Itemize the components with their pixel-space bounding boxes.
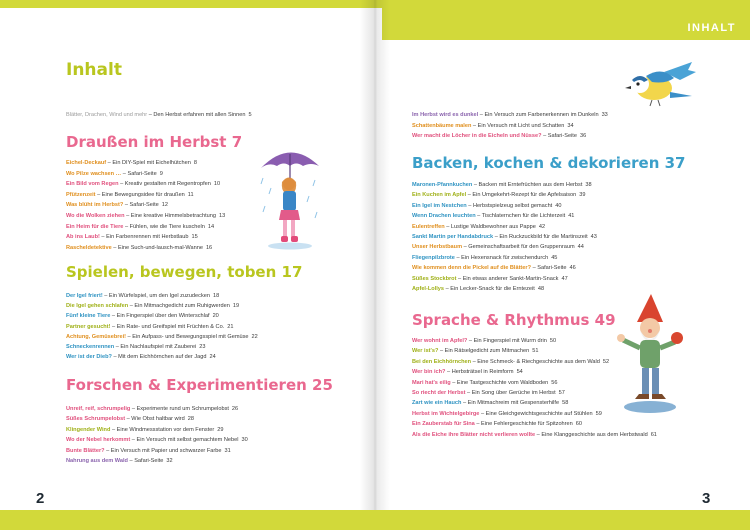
toc-entry-page: 38 [585,182,592,188]
toc-entry[interactable]: Ein Kuchen im Apfel – Ein Umgekehrt-Rezept für die Apfelsaison 39 [412,192,586,199]
toc-entry-page: 45 [551,254,558,261]
toc-entry[interactable]: Maronen-Pfannkuchen – Backen mit Erntefrüchten aus dem Herbst 38 [412,182,592,188]
section-heading-forschen: Forschen & Experimentieren 25 [66,376,333,394]
toc-entry-page: 29 [217,426,224,433]
toc-entry-desc: Ein Ruckzuckbild für die Martinszeit [499,234,588,240]
toc-entry-page: 44 [577,244,584,251]
toc-entry[interactable]: Ein Bild vom Regen – Kreativ gestalten mit Regentropfen 10 [66,181,221,188]
toc-entry-page: 24 [209,354,216,361]
toc-entry-title: Die Igel gehen schlafen [66,303,129,310]
toc-entry-title: Wer macht die Löcher in die Eicheln und Nüsse? [412,133,542,140]
toc-entry-title: Wer bin ich? [412,369,446,376]
toc-entry-page: 61 [650,431,657,438]
toc-entry-title: Im Herbst wird es dunkel [412,112,479,118]
toc-entry[interactable]: Ein Zauberstab für Sina – Eine Fehlergeschichte für Spitzohren 60 [412,421,582,428]
toc-entry-title: Achtung, Gemüsebrei! [66,333,126,340]
toc-entry-title: Zart wie ein Hauch [412,400,462,407]
toc-entry[interactable]: Wer macht die Löcher in die Eicheln und Nüsse? – Safari-Seite 36 [412,133,587,140]
toc-entry[interactable]: Ein Heim für die Tiere – Fühlen, wie die Tiere kuscheln 14 [66,223,215,230]
toc-entry-desc: Mit dem Eichhörnchen auf der Jagd [118,354,207,361]
toc-entry-page: 48 [537,286,545,292]
toc-entry-title: Als die Eiche ihre Blätter nicht verlieren wollte [412,431,536,438]
toc-entry-desc: Eine Schmeck- & Riechgeschichte aus dem Wald [477,358,600,365]
toc-entry-page: 47 [561,275,568,282]
toc-entry-title: Ein Heim für die Tiere [66,223,124,230]
section-heading-draussen: Draußen im Herbst 7 [66,133,243,151]
toc-entry-title: Wo der Nebel herkommt [66,437,131,444]
toc-entry-desc: Eine kreative Himmelsbetrachtung [130,213,216,219]
toc-entry-title: Nahrung aus dem Wald [66,458,128,464]
bottom-accent-bar [0,510,750,530]
toc-entry-title: Klingender Wind [66,426,111,433]
toc-entry-desc: Ein Versuch mit Licht und Schatten [477,122,565,129]
toc-entry-desc: Herbsträtsel in Reimform [451,369,514,376]
toc-entry-desc: Ein etwas anderer Sankt-Martin-Snack [462,275,559,282]
toc-entry-desc: Ein Fingerspiel über den Winterschlaf [116,313,210,320]
toc-entry[interactable]: Unser Herbstbaum – Gemeinschaftsarbeit für den Gruppenraum 44 [412,244,584,251]
toc-entry-desc: Fühlen, wie die Tiere kuscheln [129,223,205,230]
toc-entry-page: 57 [558,390,565,396]
toc-entry-page: 59 [595,410,602,417]
toc-entry-page: 28 [187,416,194,423]
toc-entry-page: 41 [568,213,575,220]
page-title: Inhalt [66,60,122,80]
toc-entry-page: 30 [241,437,248,444]
toc-entry[interactable]: Zart wie ein Hauch – Ein Mitmachreim mit Gespensterhilfe 58 [412,400,569,407]
toc-entry[interactable]: Schneckenrennen – Ein Nachlaufspiel mit Zauberei 23 [66,344,206,350]
toc-entry[interactable]: Wo Pilze wachsen … – Safari-Seite 9 [66,170,163,177]
toc-entry-title: Schneckenrennen [66,344,115,350]
toc-entry-page: 40 [555,202,562,209]
toc-entry-desc: Ein Lecker-Snack für die Erntezeit [450,286,535,292]
toc-entry-title: Unser Herbstbaum [412,244,463,251]
toc-entry-desc: Ein Farbenrennen mit Herbstlaub [106,234,189,241]
toc-entry-desc: Eine Bewegungsidee für draußen [101,191,185,198]
toc-entry-page: 34 [567,122,574,129]
toc-entry[interactable]: Bei den Eichhörnchen – Eine Schmeck- & Riechgeschichte aus dem Wald 52 [412,358,610,365]
toc-entry[interactable]: Pfützenzeit – Eine Bewegungsidee für draußen 11 [66,191,194,198]
toc-entry-page: 14 [207,223,215,230]
toc-entry-desc: Ein DIY-Spiel mit Eichelhütchen [112,160,191,166]
toc-entry-title: Ein Bild vom Regen [66,181,119,188]
toc-entry-title: Fliegenpilzbrote [412,254,455,261]
toc-entry-page: 19 [232,303,240,310]
toc-entry-title: Wer wohnt im Apfel? [412,338,468,344]
toc-entry-title: Ein Igel im Nestchen [412,202,467,209]
toc-entry-desc: Eine Klanggeschichte aus dem Herbstwald [541,431,648,438]
gnome-illustration [615,292,685,417]
toc-entry-desc: Gemeinschaftsarbeit für den Gruppenraum [468,244,575,251]
toc-entry-page: 15 [191,234,198,241]
toc-entry-desc: Eine Tastgeschichte vom Waldboden [456,379,549,386]
toc-entry-desc: Ein Versuch mit Papier und schwarzer Farbe [110,447,222,454]
toc-entry-page: 39 [579,192,586,199]
toc-entry-title: Sankt Martin per Handabdruck [412,234,494,240]
toc-entry-title: So riecht der Herbst [412,390,466,396]
toc-entry-page: 18 [212,293,220,299]
toc-entry-title: Wo die Wolken ziehen [66,213,125,219]
toc-entry[interactable]: Wenn Drachen leuchten – Tischlaternchen für die Lichterzeit 41 [412,213,575,220]
header-tab-bar [382,8,750,40]
toc-entry-title: Partner gesucht! [66,323,111,330]
toc-entry[interactable]: Ein Igel im Nestchen – Herbstspielzeug selbst gemacht 40 [412,202,562,209]
toc-entry-title: Eichel-Deckauf [66,160,107,166]
girl-umbrella-illustration [255,140,325,255]
toc-entry[interactable]: Fünf kleine Tiere – Ein Fingerspiel über den Winterschlaf 20 [66,313,219,320]
toc-entry-page: 54 [516,369,523,376]
toc-entry-title: Wenn Drachen leuchten [412,213,476,220]
toc-entry-desc: Ein Mitmachgedicht zum Ruhigwerden [134,303,230,310]
toc-entry[interactable]: Wie kommen denn die Pickel auf die Blätter? – Safari-Seite 46 [412,265,576,272]
toc-entry-title: Maronen-Pfannkuchen [412,182,473,188]
toc-entry-title: Eulentreffen [412,223,445,230]
toc-entry-desc: Ein Aufpass- und Bewegungsspiel mit Gemüse [132,333,249,340]
toc-entry-desc: Lustige Waldbewohner aus Pappe [450,223,536,230]
toc-entry[interactable]: Mari hat's eilig – Eine Tastgeschichte vom Waldboden 56 [412,379,558,386]
toc-entry-desc: Ein Versuch mit selbst gemachtem Nebel [136,437,239,444]
toc-entry-title: Bunte Blätter? [66,447,105,454]
toc-entry[interactable]: Eichel-Deckauf – Ein DIY-Spiel mit Eichelhütchen 8 [66,160,197,166]
toc-entry[interactable]: Partner gesucht! – Ein Rate- und Greifspiel mit Früchten & Co. 21 [66,323,234,330]
toc-entry-desc: Eine Gleichgewichtsgeschichte auf Stühlen [485,410,593,417]
toc-entry-desc: Eine Such-und-lausch-mal-Wanne [117,244,203,251]
toc-entry-desc: Ein Würfelspiel, um den Igel zuzudecken [108,293,210,299]
toc-entry-title: Wo Pilze wachsen … [66,170,122,177]
toc-entry-page: 22 [251,333,258,340]
toc-entry-page: 11 [187,191,194,198]
toc-entry-title: Süßes Stockbrot [412,275,457,282]
toc-entry[interactable]: Der Igel friert! – Ein Würfelspiel, um den Igel zuzudecken 18 [66,293,220,299]
toc-entry-page: 13 [218,213,226,219]
toc-entry-title: Der Igel friert! [66,293,103,299]
bird-illustration [622,58,698,108]
toc-entry-title: Herbst im Wichtelgebirge [412,410,480,417]
toc-entry-title: Rascheldetektive [66,244,112,251]
toc-entry-page: 56 [551,379,558,386]
toc-entry[interactable]: Wer ist's? – Ein Rätselgedicht zum Mitmachen 51 [412,348,539,355]
toc-entry[interactable]: Rascheldetektive – Eine Such-und-lausch-mal-Wanne 16 [66,244,213,251]
toc-entry-desc: Backen mit Erntefrüchten aus dem Herbst [478,182,583,188]
toc-entry-page: 52 [602,358,610,365]
toc-entry-desc: Ein Nachlaufspiel mit Zauberei [120,344,197,350]
toc-entry-page: 51 [532,348,539,355]
section-heading-spielen: Spielen, bewegen, toben 17 [66,263,303,281]
toc-entry[interactable]: Apfel-Lollys – Ein Lecker-Snack für die Erntezeit 48 [412,286,545,292]
toc-entry-desc: Safari-Seite [134,458,164,464]
toc-entry-desc: Ein Rate- und Greifspiel mit Früchten & Co. [116,323,225,330]
toc-entry[interactable]: Unreif, reif, schrumpelig – Experimente rund um Schrumpelobst 26 [66,406,239,412]
toc-entry-page: 60 [575,421,582,428]
toc-entry-page: 43 [590,234,597,240]
toc-entry-title: Wer ist der Dieb? [66,354,112,361]
toc-entry-title: Unreif, reif, schrumpelig [66,406,131,412]
toc-entry-desc: Ein Fingerspiel mit Wurm drin [473,338,547,344]
toc-entry[interactable]: Klingender Wind – Eine Windmessstation vor dem Fenster 29 [66,426,224,433]
toc-entry[interactable]: Eulentreffen – Lustige Waldbewohner aus Pappe 42 [412,223,546,230]
toc-entry[interactable]: So riecht der Herbst – Ein Song über Gerüche im Herbst 57 [412,390,565,396]
toc-entry-title: Wer ist's? [412,348,439,355]
toc-entry-page: 12 [161,202,168,209]
toc-entry-page: 21 [227,323,234,330]
toc-entry-title: Pfützenzeit [66,191,96,198]
toc-entry-desc: Experimente rund um Schrumpelobst [136,406,229,412]
toc-entry[interactable]: Wer wohnt im Apfel? – Ein Fingerspiel mit Wurm drin 50 [412,338,557,344]
toc-entry-title: Ab ins Laub! [66,234,100,241]
toc-entry-title: Was blüht im Herbst? [66,202,124,209]
toc-entry-desc: Tischlaternchen für die Lichterzeit [481,213,566,220]
toc-entry-desc: Eine Windmessstation vor dem Fenster [116,426,215,433]
toc-entry-page: 31 [224,447,231,454]
toc-entry-desc: Herbstspielzeug selbst gemacht [472,202,553,209]
header-tab-label: INHALT [687,22,736,34]
toc-entry-page: 8 [193,160,197,166]
toc-entry[interactable]: Fliegenpilzbrote – Ein Hexensnack für zwischendurch 45 [412,254,558,261]
toc-entry[interactable]: Wer bin ich? – Herbsträtsel in Reimform 54 [412,369,523,376]
toc-entry-desc: Safari-Seite [127,170,157,177]
toc-entry-desc: Safari-Seite [537,265,567,272]
toc-entry-desc: Ein Hexensnack für zwischendurch [461,254,549,261]
toc-entry-page: 20 [212,313,219,320]
toc-entry-page: 46 [569,265,576,272]
toc-entry[interactable]: Süßes Stockbrot – Ein etwas anderer Sankt-Martin-Snack 47 [412,275,568,282]
toc-entry-desc: Ein Umgekehrt-Rezept für die Apfelsaison [472,192,577,199]
toc-entry[interactable]: Wer ist der Dieb? – Mit dem Eichhörnchen auf der Jagd 24 [66,354,216,361]
toc-entry[interactable]: Nahrung aus dem Wald – Safari-Seite 32 [66,458,173,464]
toc-entry-title: Süßes Schrumpelobst [66,416,126,423]
toc-entry[interactable]: Sankt Martin per Handabdruck – Ein Ruckzuckbild für die Martinszeit 43 [412,234,597,240]
toc-entry[interactable]: Süßes Schrumpelobst – Wie Obst haltbar wird 28 [66,416,194,423]
intro-entry[interactable]: Blätter, Drachen, Wind und mehr – Den Herbst erfahren mit allen Sinnen 5 [66,112,252,118]
toc-entry-title: Wie kommen denn die Pickel auf die Blätter? [412,265,532,272]
toc-entry[interactable]: Die Igel gehen schlafen – Ein Mitmachgedicht zum Ruhigwerden 19 [66,303,240,310]
toc-entry-page: 10 [213,181,221,188]
toc-entry-page: 36 [579,133,587,140]
toc-entry[interactable]: Als die Eiche ihre Blätter nicht verlieren wollte – Eine Klanggeschichte aus dem Herbstwald 61 [412,431,657,438]
toc-entry-desc: Ein Song über Gerüche im Herbst [471,390,556,396]
toc-entry-desc: Wie Obst haltbar wird [131,416,185,423]
page-number-left: 2 [36,490,45,507]
toc-entry-title: Schattenbäume malen [412,122,472,129]
toc-entry-title: Ein Kuchen im Apfel [412,192,467,199]
toc-entry[interactable]: Ab ins Laub! – Ein Farbenrennen mit Herbstlaub 15 [66,234,198,241]
toc-entry[interactable]: Achtung, Gemüsebrei! – Ein Aufpass- und Bewegungsspiel mit Gemüse 22 [66,333,258,340]
toc-entry[interactable]: Herbst im Wichtelgebirge – Eine Gleichgewichtsgeschichte auf Stühlen 59 [412,410,602,417]
page-number-right: 3 [702,490,711,507]
toc-entry-page: 33 [601,112,608,118]
toc-entry-desc: Safari-Seite [547,133,577,140]
toc-entry-desc: Ein Mitmachreim mit Gespensterhilfe [467,400,560,407]
toc-entry-page: 16 [205,244,213,251]
toc-entry-desc: Eine Fehlergeschichte für Spitzohren [481,421,573,428]
toc-entry-desc: Ein Rätselgedicht zum Mitmachen [444,348,530,355]
page-gutter [360,0,390,510]
toc-entry-page: 42 [538,223,546,230]
toc-entry-desc: Ein Versuch zum Farbenerkennen im Dunkeln [484,112,599,118]
toc-entry-desc: Kreativ gestalten mit Regentropfen [124,181,211,188]
section-heading-backen: Backen, kochen & dekorieren 37 [412,154,686,172]
toc-entry[interactable]: Schattenbäume malen – Ein Versuch mit Licht und Schatten 34 [412,122,574,129]
toc-entry-page: 23 [199,344,206,350]
toc-entry-page: 58 [562,400,569,407]
toc-entry-title: Bei den Eichhörnchen [412,358,472,365]
toc-entry[interactable]: Was blüht im Herbst? – Safari-Seite 12 [66,202,168,209]
toc-entry-title: Ein Zauberstab für Sina [412,421,475,428]
toc-entry[interactable]: Wo der Nebel herkommt – Ein Versuch mit selbst gemachtem Nebel 30 [66,437,248,444]
toc-entry-page: 50 [549,338,557,344]
toc-entry-title: Fünf kleine Tiere [66,313,111,320]
toc-entry-page: 26 [231,406,239,412]
toc-entry[interactable]: Im Herbst wird es dunkel – Ein Versuch zum Farbenerkennen im Dunkeln 33 [412,112,608,118]
toc-entry-title: Apfel-Lollys [412,286,445,292]
toc-entry-desc: Safari-Seite [129,202,159,209]
toc-entry-title: Mari hat's eilig [412,379,451,386]
toc-entry[interactable]: Bunte Blätter? – Ein Versuch mit Papier und schwarzer Farbe 31 [66,447,231,454]
toc-entry-page: 9 [159,170,163,177]
section-heading-sprache: Sprache & Rhythmus 49 [412,311,616,329]
toc-entry[interactable]: Wo die Wolken ziehen – Eine kreative Himmelsbetrachtung 13 [66,213,226,219]
toc-entry-page: 32 [166,458,173,464]
